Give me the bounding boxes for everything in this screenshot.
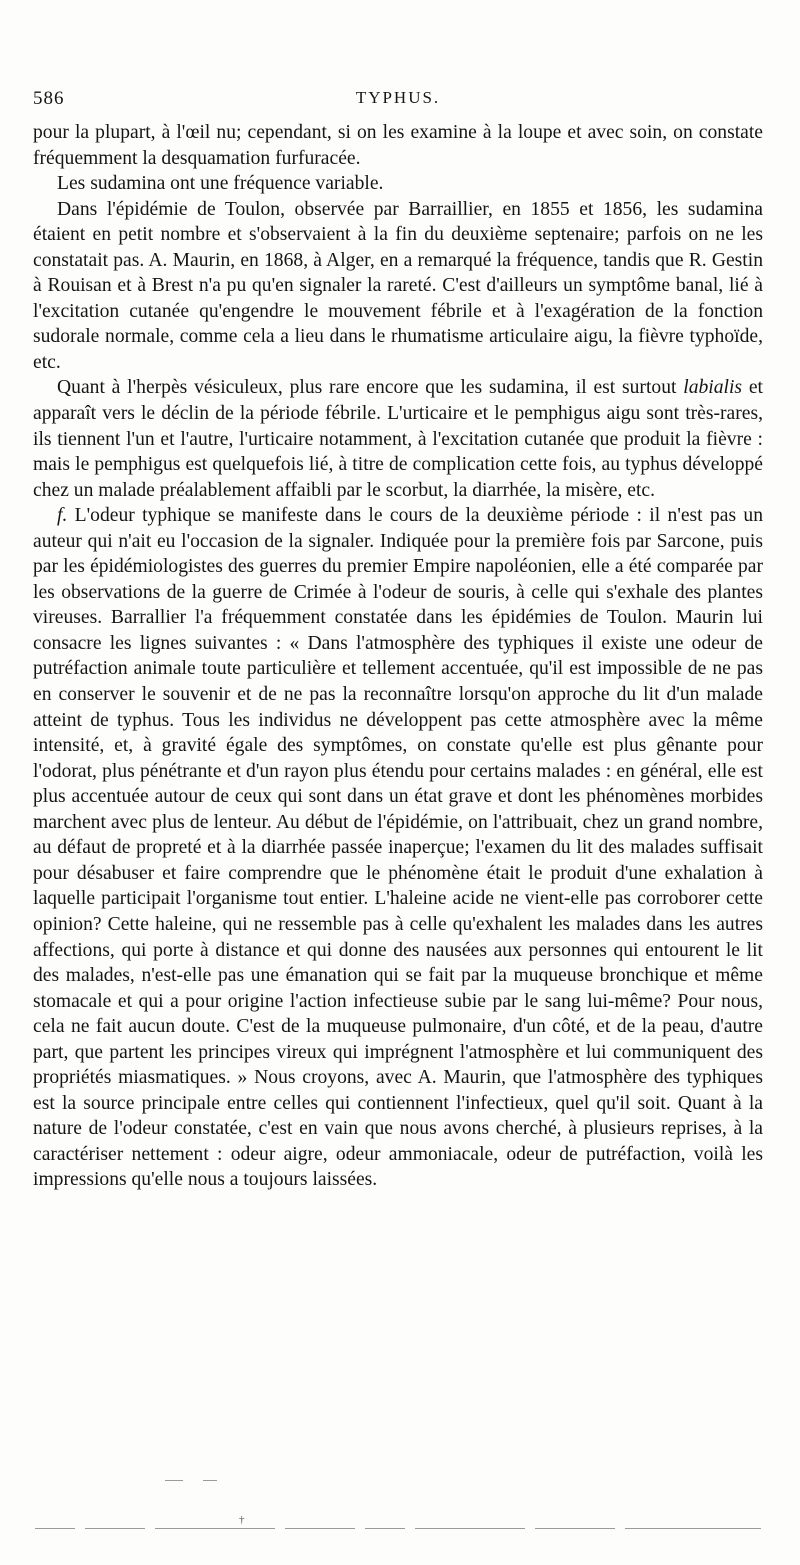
page-header — [33, 88, 763, 120]
paragraph-4 — [33, 375, 763, 503]
page-number: 586 — [33, 88, 65, 109]
footer-mark: † — [239, 1514, 245, 1526]
section-letter: f. — [57, 505, 68, 527]
page-footer — [33, 1478, 763, 1538]
footer-rule-mark — [203, 1480, 217, 1481]
body-text — [33, 120, 763, 1193]
paragraph-4-lead: Quant à l'herpès vésiculeux, plus rare encore que les sudamina, il est surtout — [57, 377, 684, 399]
footer-rule — [285, 1528, 355, 1529]
footer-rule-mark — [165, 1480, 183, 1481]
running-title: TYPHUS. — [355, 88, 441, 107]
footer-rule — [85, 1528, 145, 1529]
paragraph-2-text: Les sudamina ont une fréquence variable. — [57, 173, 384, 195]
paragraph-4-text: et apparaît vers le déclin de la période fébrile. L'urticaire et le pemphigus aigu sont très-rares, ils tiennent l'un et l'autre, l'urticaire notamment, à l'excitation cutanée que produit la fièvre : mais le pemphigus est quelquefois lié, à titre de complication cette fois, au typhus développé chez un malade préalablement affaibli par le scorbut, la diarrhée, la misère, etc. — [33, 377, 763, 501]
footer-rule — [35, 1528, 75, 1529]
paragraph-1 — [33, 120, 763, 171]
footer-rule — [155, 1528, 275, 1529]
paragraph-3-text: Dans l'épidémie de Toulon, observée par Barraillier, en 1855 et 1856, les sudamina étaient en petit nombre et s'observaient à la fin du deuxième septenaire; parfois on ne les constatait pas. A. Maurin, en 1868, à Alger, en a remarqué la fréquence, tandis que R. Gestin à Rouisan et à Brest n'a pu qu'en signaler la rareté. C'est d'ailleurs un symptôme banal, lié à l'excitation cutanée qu'engendre le mouvement fébrile et à l'exagération de la fonction sudorale normale, comme cela a lieu dans le rhumatisme articulaire aigu, la fièvre typhoïde, etc. — [33, 198, 763, 373]
page — [33, 88, 763, 1193]
paragraph-5-text: L'odeur typhique se manifeste dans le cours de la deuxième période : il n'est pas un auteur qui n'ait eu l'occasion de la signaler. Indiquée pour la première fois par Sarcone, puis par les épidémiologistes des guerres du premier Empire napoléonien, elle a été comparée par les observations de la guerre de Crimée à l'odeur de souris, à celle qui s'exhale des plantes vireuses. Barrallier l'a fréquemment constatée dans les épidémies de Toulon. Maurin lui consacre les lignes suivantes : « Dans l'atmosphère des typhiques il existe une odeur de putréfaction animale toute particulière et tellement accentuée, qu'il est impossible de ne pas en conserver le souvenir et de ne pas la reconnaître lorsqu'on approche du lit d'un malade atteint de typhus. Tous les individus ne développent pas cette atmosphère avec la même intensité, et, à gravité égale des symptômes, on constate qu'elle est plus gênante pour l'odorat, plus pénétrante et d'un rayon plus étendu pour certains malades : en général, elle est plus accentuée autour de ceux qui sont dans un état grave et dont les phénomènes morbides marchent avec plus de lenteur. Au début de l'épidémie, on l'attribuait, chez un grand nombre, au défaut de propreté et à la diarrhée passée inaperçue; l'examen du lit des malades suffisait pour désabuser et faire comprendre que le phénomène était le produit d'une exhalation à laquelle participait l'organisme tout entier. L'haleine acide ne vient-elle pas corroborer cette opinion? Cette haleine, qui ne ressemble pas à celle qu'exhalent les malades dans les autres affections, qui porte à distance et qui donne des nausées aux personnes qui entourent le lit des malades, n'est-elle pas une émanation qui se fait par la muqueuse bronchique et même stomacale et qui a pour origine l'action infectieuse subie par le sang lui-même? Pour nous, cela ne fait aucun doute. C'est de la muqueuse pulmonaire, d'un côté, et de la peau, d'autre part, que partent les principes vireux qui imprégnent l'atmosphère et lui communiquent des propriétés miasmatiques. » Nous croyons, avec A. Maurin, que l'atmosphère des typhiques est la source principale entre celles qui contiennent l'infectieux, quel qu'il soit. Quant à la nature de l'odeur constatée, c'est en vain que nous avons cherché, à plusieurs reprises, à la caractériser nettement : odeur aigre, odeur ammoniacale, odeur de putréfaction, voilà les impressions qu'elle nous a toujours laissées. — [33, 505, 763, 1191]
footer-rule — [365, 1528, 405, 1529]
footer-rule — [625, 1528, 761, 1529]
paragraph-4-italic-term: labialis — [683, 377, 743, 399]
paragraph-3 — [33, 197, 763, 376]
footer-rule — [415, 1528, 525, 1529]
paragraph-2 — [33, 171, 763, 197]
paragraph-1-text: pour la plupart, à l'œil nu; cependant, si on les examine à la loupe et avec soin, on constate fréquemment la desquamation furfuracée. — [33, 122, 763, 169]
paragraph-5 — [33, 503, 763, 1193]
footer-rule — [535, 1528, 615, 1529]
